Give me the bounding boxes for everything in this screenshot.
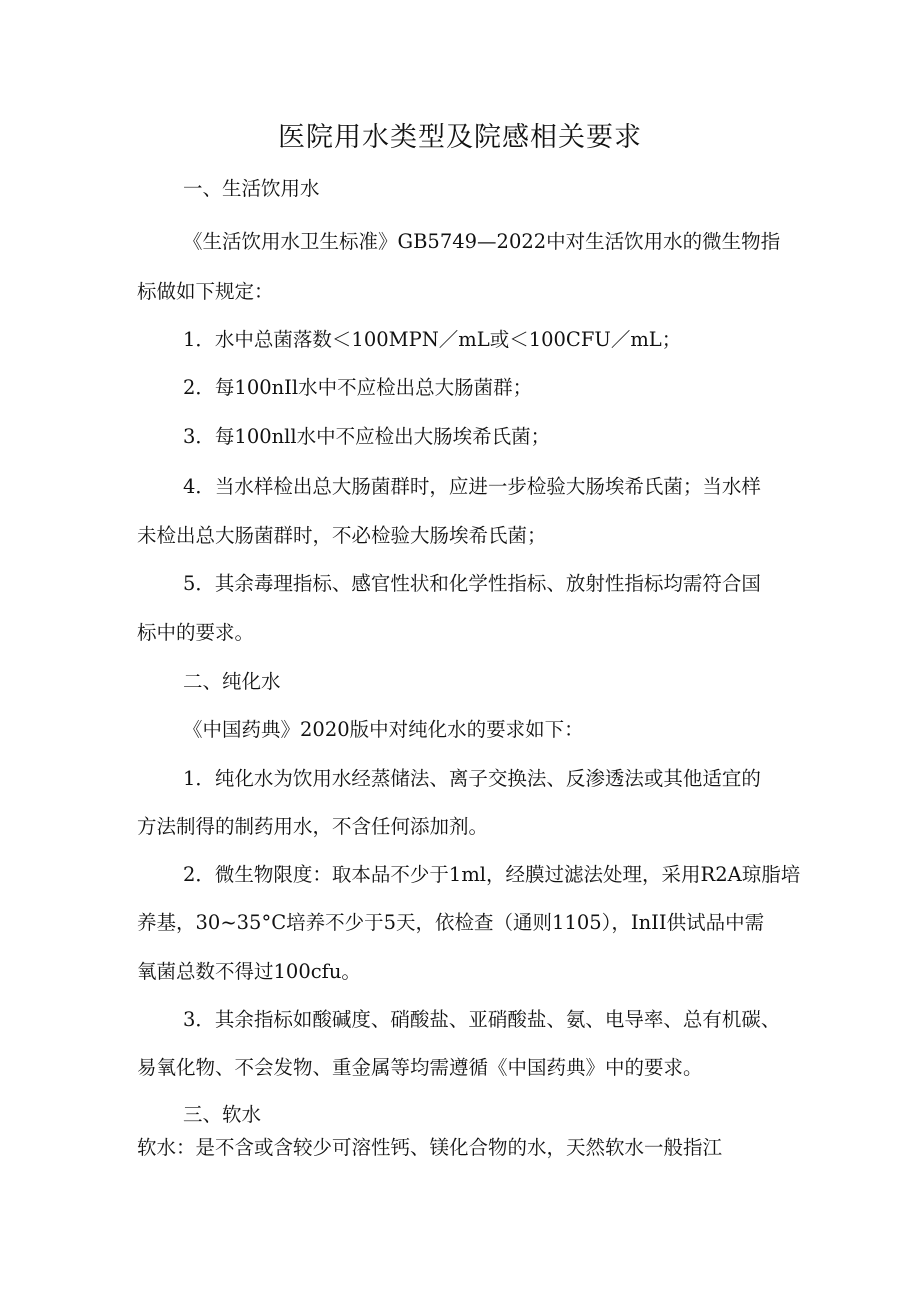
- paragraph-line: 标做如下规定：: [137, 280, 274, 303]
- list-item: 1．纯化水为饮用水经蒸储法、离子交换法、反渗透法或其他适宜的: [183, 767, 761, 790]
- paragraph-line: 《生活饮用水卫生标准》GB5749—2022中对生活饮用水的微生物指: [183, 230, 781, 253]
- document-title: 医院用水类型及院感相关要求: [278, 122, 642, 153]
- section-heading: 三、软水: [183, 1103, 262, 1126]
- list-item-continued: 未检出总大肠菌群时，不必检验大肠埃希氏菌；: [137, 524, 547, 547]
- list-item-continued: 养基，30~35°C培养不少于5天，依检查（通则1105），InII供试品中需: [137, 911, 765, 934]
- list-item: 3．每100nll水中不应检出大肠埃希氏菌；: [183, 425, 551, 448]
- section-heading: 二、纯化水: [183, 670, 281, 693]
- list-item: 4．当水样检出总大肠菌群时，应进一步检验大肠埃希氏菌；当水样: [183, 475, 761, 498]
- list-item-continued: 氧菌总数不得过100cfu。: [137, 960, 361, 983]
- list-item: 2．每100nIl水中不应检出总大肠菌群；: [183, 376, 533, 399]
- list-item-continued: 标中的要求。: [137, 621, 255, 644]
- list-item: 2．微生物限度：取本品不少于1ml，经膜过滤法处理，采用R2A琼脂培: [183, 863, 801, 886]
- paragraph-line: 软水：是不含或含较少可溶性钙、镁化合物的水，天然软水一般指江: [137, 1136, 723, 1159]
- list-item-continued: 方法制得的制药用水，不含任何添加剂。: [137, 815, 489, 838]
- list-item: 1．水中总菌落数＜100MPN／mL或＜100CFU／mL；: [183, 328, 682, 351]
- list-item: 3．其余指标如酸碱度、硝酸盐、亚硝酸盐、氨、电导率、总有机碳、: [183, 1008, 781, 1031]
- paragraph-line: 《中国药典》2020版中对纯化水的要求如下：: [183, 718, 584, 741]
- section-heading: 一、生活饮用水: [183, 177, 320, 200]
- list-item-continued: 易氧化物、不会发物、重金属等均需遵循《中国药典》中的要求。: [137, 1056, 703, 1079]
- list-item: 5．其余毒理指标、感官性状和化学性指标、放射性指标均需符合国: [183, 572, 761, 595]
